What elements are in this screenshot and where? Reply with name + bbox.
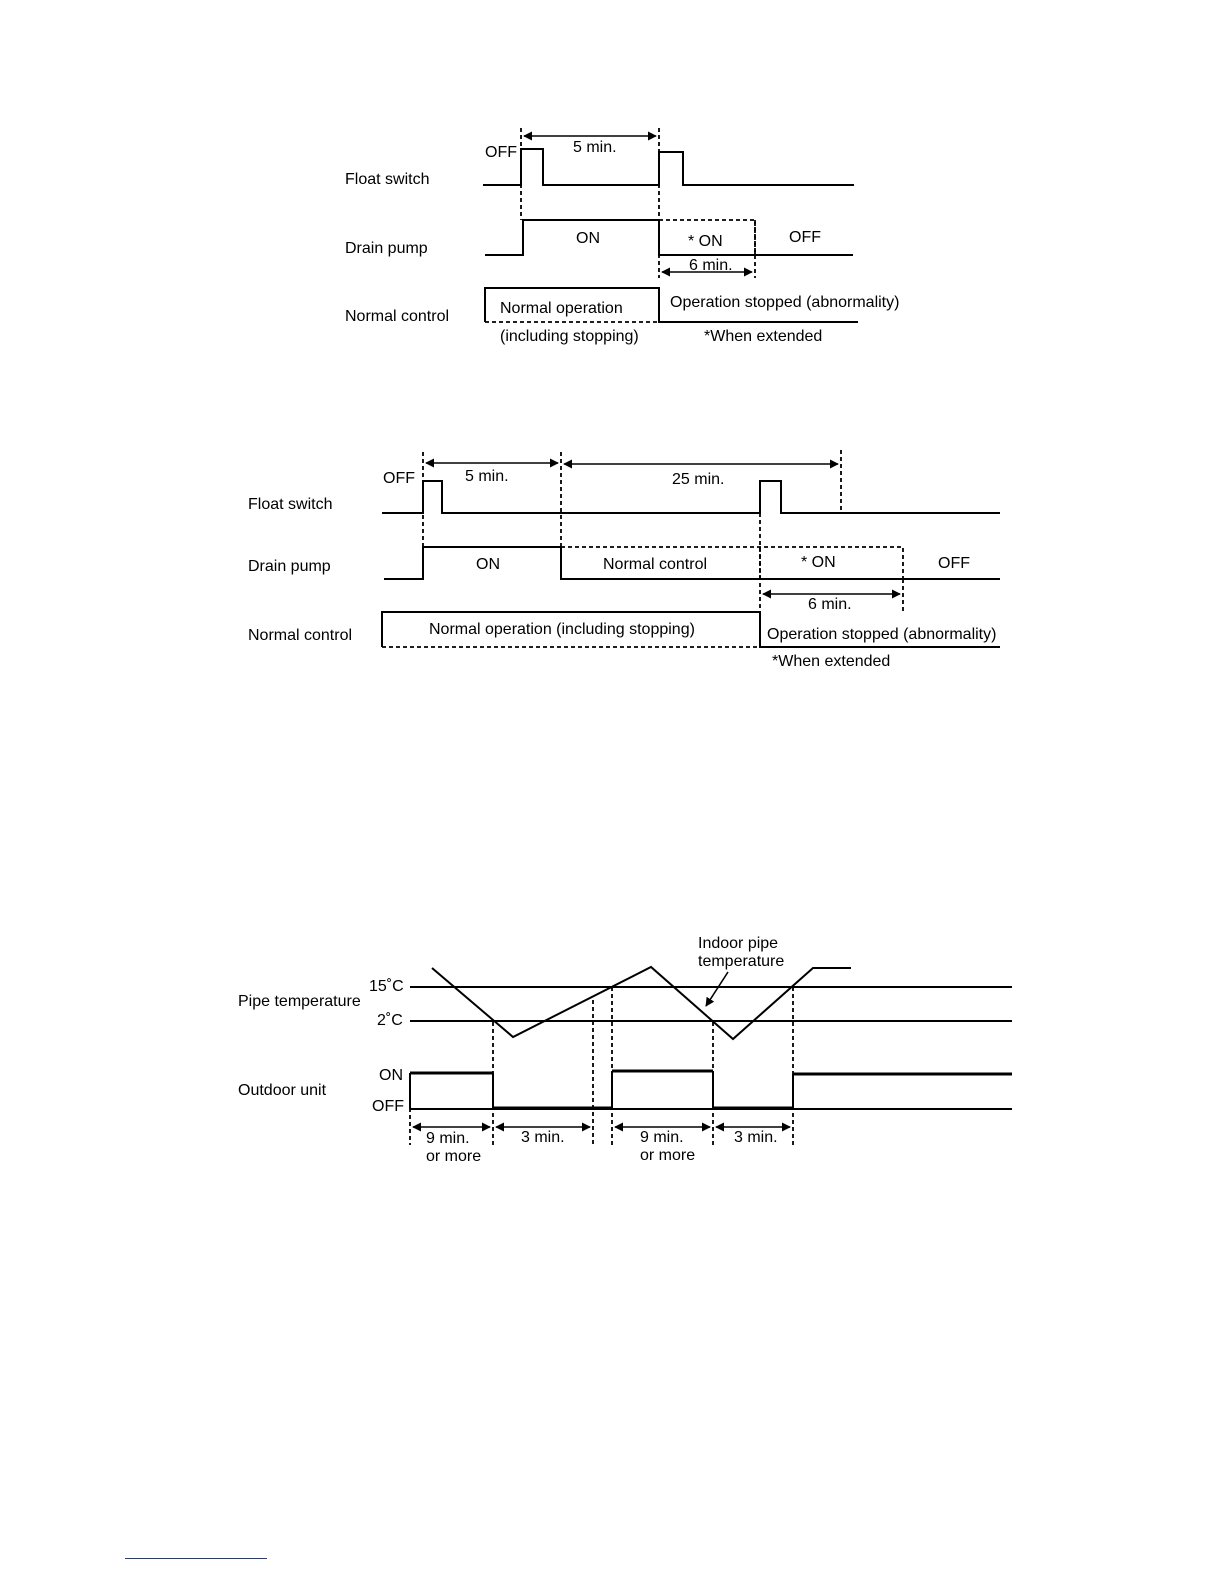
off-marker: OFF [383, 470, 415, 487]
float-switch-label: Float switch [345, 171, 430, 188]
diagram-3 [238, 935, 1012, 1165]
pump-star-on-label: * ON [801, 554, 836, 571]
normal-control-label: Normal control [248, 627, 353, 644]
indoor-pipe-label-line1: Indoor pipe [698, 935, 779, 952]
diagram-1 [345, 128, 899, 345]
three-min-label: 3 min. [521, 1129, 565, 1146]
nine-min-label: 9 min. [426, 1130, 470, 1147]
six-min-label: 6 min. [689, 257, 733, 274]
twenty-five-min-label: 25 min. [672, 471, 725, 488]
six-min-label: 6 min. [808, 596, 852, 613]
nine-min-label: 9 min. [640, 1129, 684, 1146]
float-switch-waveform [483, 149, 854, 185]
float-switch-label: Float switch [248, 496, 333, 513]
normal-operation-label: Normal operation [500, 300, 623, 317]
when-extended-label: *When extended [704, 328, 823, 345]
fifteen-c-label: 15˚C [369, 978, 404, 995]
pump-normal-control-label: Normal control [603, 556, 708, 573]
normal-control-label: Normal control [345, 308, 450, 325]
or-more-label: or more [426, 1148, 482, 1165]
outdoor-unit-state-edges [410, 1071, 793, 1109]
pipe-temperature-label: Pipe temperature [238, 993, 361, 1010]
five-min-label: 5 min. [465, 468, 509, 485]
pump-off-label: OFF [789, 229, 821, 246]
pump-on-label: ON [576, 230, 600, 247]
or-more-label: or more [640, 1147, 696, 1164]
pump-on-label: ON [476, 556, 500, 573]
including-stopping-label: (including stopping) [500, 328, 639, 345]
two-c-label: 2˚C [377, 1012, 403, 1029]
pump-off-label: OFF [938, 555, 970, 572]
operation-stopped-label: Operation stopped (abnormality) [670, 294, 900, 311]
drain-pump-label: Drain pump [345, 240, 428, 257]
pump-star-on-label: * ON [688, 233, 723, 250]
off-level-label: OFF [372, 1098, 404, 1115]
indoor-pipe-pointer-arrow [706, 972, 728, 1006]
off-marker: OFF [485, 144, 517, 161]
indoor-pipe-temperature-curve [432, 967, 851, 1039]
footnote-rule [125, 1558, 267, 1559]
on-level-label: ON [379, 1067, 403, 1084]
diagram-2 [248, 450, 1000, 670]
operation-stopped-label: Operation stopped (abnormality) [767, 626, 997, 643]
three-min-label: 3 min. [734, 1129, 778, 1146]
five-min-label: 5 min. [573, 139, 617, 156]
when-extended-label: *When extended [772, 653, 891, 670]
outdoor-unit-label: Outdoor unit [238, 1082, 327, 1099]
drain-pump-label: Drain pump [248, 558, 331, 575]
indoor-pipe-label-line2: temperature [698, 953, 785, 970]
normal-operation-label: Normal operation (including stopping) [429, 621, 695, 638]
